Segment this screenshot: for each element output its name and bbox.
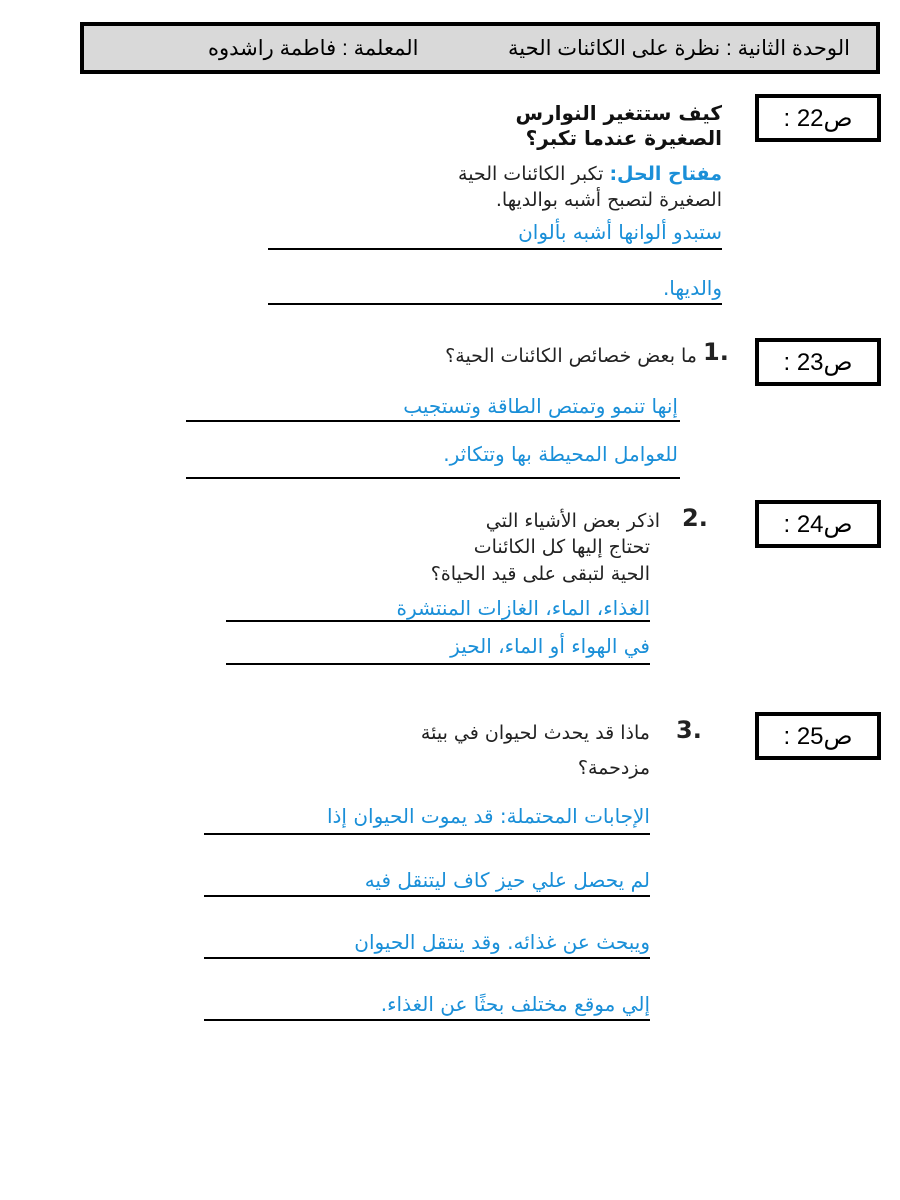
q25-answer-line2: لم يحصل علي حيز كاف ليتنقل فيه <box>364 868 650 892</box>
q23-answer-line1: إنها تنمو وتمتص الطاقة وتستجيب <box>403 394 678 418</box>
q22-hint-text1: تكبر الكائنات الحية <box>458 163 604 185</box>
q25-answer-rule3 <box>204 957 650 959</box>
q22-answer-rule2 <box>268 303 722 305</box>
q25-question-line1: ماذا قد يحدث لحيوان في بيئة <box>420 722 650 744</box>
q24-answer-line1: الغذاء، الماء، الغازات المنتشرة <box>396 596 650 620</box>
q24-answer-line2: في الهواء أو الماء، الحيز <box>450 634 650 658</box>
q22-hint-line1 <box>458 160 722 188</box>
q22-answer-line1: ستبدو ألوانها أشبه بألوان <box>518 220 722 244</box>
q24-answer-rule1 <box>226 620 650 622</box>
q25-answer-rule4 <box>204 1019 650 1021</box>
q24-number: 2. <box>682 504 708 532</box>
page-22-box: ص22 : <box>755 94 881 142</box>
q22-question-line2: الصغيرة عندما تكبر؟ <box>525 126 722 150</box>
q22-question-line1: كيف ستتغير النوارس <box>515 101 722 125</box>
page-23-box: ص23 : <box>755 338 881 386</box>
q23-answer-rule1 <box>186 420 680 422</box>
page-25-box: ص25 : <box>755 712 881 760</box>
q22-hint-label: مفتاح الحل: <box>609 163 722 185</box>
q25-answer-line4: إلي موقع مختلف بحثًا عن الغذاء. <box>380 992 650 1016</box>
q25-number: 3. <box>676 716 702 744</box>
q25-answer-rule1 <box>204 833 650 835</box>
unit-title: الوحدة الثانية : نظرة على الكائنات الحية <box>508 37 850 60</box>
q22-answer-rule1 <box>268 248 722 250</box>
q23-question: ما بعض خصائص الكائنات الحية؟ <box>445 345 697 367</box>
header-box <box>80 22 880 74</box>
q25-answer-rule2 <box>204 895 650 897</box>
page-24-box: ص24 : <box>755 500 881 548</box>
q22-answer-line2: والديها. <box>662 276 722 300</box>
q24-question-line2: تحتاج إليها كل الكائنات <box>473 536 650 558</box>
q23-answer-line2: للعوامل المحيطة بها وتتكاثر. <box>443 442 678 466</box>
q25-answer-line3: ويبحث عن غذائه. وقد ينتقل الحيوان <box>354 930 650 954</box>
teacher-name: المعلمة : فاطمة راشدوه <box>208 37 419 60</box>
q25-question-line2: مزدحمة؟ <box>577 757 650 779</box>
q25-answer-line1: الإجابات المحتملة: قد يموت الحيوان إذا <box>326 804 650 828</box>
q23-number: 1. <box>703 338 729 366</box>
q24-question-line3: الحية لتبقى على قيد الحياة؟ <box>430 563 650 585</box>
q24-question-line1: اذكر بعض الأشياء التي <box>485 510 660 532</box>
q24-answer-rule2 <box>226 663 650 665</box>
q22-hint-line2: الصغيرة لتصبح أشبه بوالديها. <box>495 189 722 211</box>
q23-answer-rule2 <box>186 477 680 479</box>
